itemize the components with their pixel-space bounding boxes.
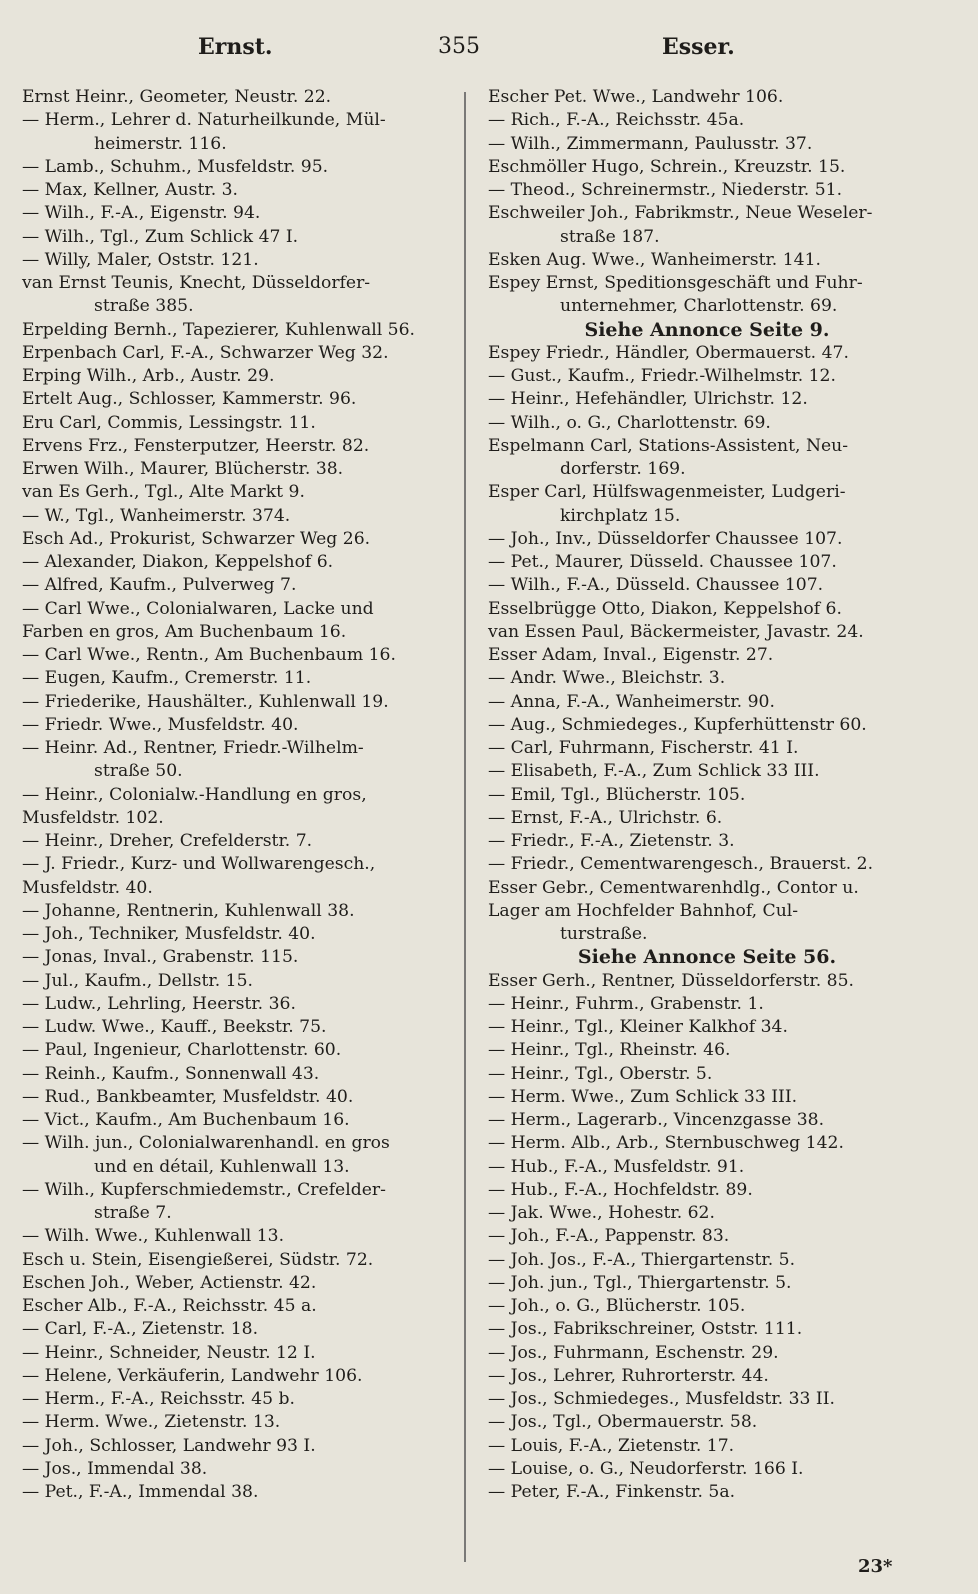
directory-entry: — Heinr., Colonialw.-Handlung en gros,	[22, 784, 367, 805]
directory-entry: Esken Aug. Wwe., Wanheimerstr. 141.	[488, 249, 821, 270]
directory-entry: — Paul, Ingenieur, Charlottenstr. 60.	[22, 1040, 342, 1061]
directory-entry: — Carl Wwe., Rentn., Am Buchenbaum 16.	[22, 645, 396, 665]
directory-entry: — Friedr., Cementwarengesch., Brauerst. 2.	[488, 854, 874, 875]
directory-entry: Espelmann Carl, Stations-Assistent, Neu-	[488, 435, 849, 456]
directory-entry: — Wilh., Zimmermann, Paulusstr. 37.	[488, 133, 813, 154]
entry-continuation: straße 187.	[560, 226, 660, 247]
directory-entry: — Andr. Wwe., Bleichstr. 3.	[488, 668, 726, 689]
directory-entry: — Wilh. jun., Colonialwarenhandl. en gros	[22, 1133, 390, 1154]
directory-entry: Esch u. Stein, Eisengießerei, Südstr. 72.	[22, 1249, 374, 1270]
directory-entry: Espey Ernst, Speditionsgeschäft und Fuhr-	[488, 273, 863, 293]
running-head-left: Ernst.	[198, 34, 273, 60]
directory-entry: — Louis, F.-A., Zietenstr. 17.	[488, 1435, 735, 1456]
directory-entry: Esselbrügge Otto, Diakon, Keppelshof 6.	[488, 598, 842, 619]
directory-entry: — Jos., Immendal 38.	[22, 1458, 208, 1479]
directory-entry: — Heinr., Tgl., Kleiner Kalkhof 34.	[488, 1017, 788, 1037]
entry-continuation: dorferstr. 169.	[560, 459, 686, 479]
directory-entry: — Louise, o. G., Neudorferstr. 166 I.	[488, 1458, 804, 1479]
entry-continuation: straße 50.	[94, 761, 183, 782]
directory-entry: Esper Carl, Hülfswagenmeister, Ludgeri-	[488, 482, 846, 503]
directory-entry: — Heinr., Fuhrm., Grabenstr. 1.	[488, 993, 764, 1014]
directory-entry: Eru Carl, Commis, Lessingstr. 11.	[22, 412, 316, 433]
directory-entry: — Joh., Schlosser, Landwehr 93 I.	[22, 1435, 316, 1456]
directory-entry: Ervens Frz., Fensterputzer, Heerstr. 82.	[22, 435, 370, 456]
annonce-reference: Siehe Annonce Seite 9.	[584, 318, 830, 341]
directory-entry: — Wilh., Kupferschmiedemstr., Crefelder-	[22, 1179, 386, 1200]
directory-entry: — Jos., Fuhrmann, Eschenstr. 29.	[488, 1342, 779, 1363]
directory-entry: — Helene, Verkäuferin, Landwehr 106.	[22, 1365, 363, 1386]
directory-entry: — Hub., F.-A., Hochfeldstr. 89.	[488, 1179, 753, 1200]
directory-entry: — Joh., F.-A., Pappenstr. 83.	[488, 1226, 730, 1247]
directory-entry: Erping Wilh., Arb., Austr. 29.	[22, 366, 275, 386]
directory-entry: — Eugen, Kaufm., Cremerstr. 11.	[22, 668, 312, 689]
directory-entry: — Wilh., o. G., Charlottenstr. 69.	[488, 412, 771, 433]
directory-entry: — Alexander, Diakon, Keppelshof 6.	[22, 552, 334, 572]
directory-entry: — Herm. Wwe., Zietenstr. 13.	[22, 1412, 281, 1433]
directory-entry: Esser Gerh., Rentner, Düsseldorferstr. 85.	[488, 970, 854, 991]
right-column	[488, 86, 926, 1504]
directory-entry: Musfeldstr. 102.	[22, 807, 164, 828]
running-head-right: Esser.	[662, 34, 735, 60]
directory-entry: Erpenbach Carl, F.-A., Schwarzer Weg 32.	[22, 342, 389, 363]
directory-entry: — Wilh., F.-A., Düsseld. Chaussee 107.	[488, 575, 824, 596]
entry-continuation: unternehmer, Charlottenstr. 69.	[560, 296, 838, 317]
directory-entry: — Herm. Wwe., Zum Schlick 33 III.	[488, 1086, 798, 1107]
directory-entry: — Jak. Wwe., Hohestr. 62.	[488, 1203, 715, 1223]
directory-entry: — Heinr., Tgl., Rheinstr. 46.	[488, 1040, 731, 1061]
directory-entry: Eschweiler Joh., Fabrikmstr., Neue Weseler-	[488, 203, 873, 224]
directory-entry: — Herm., Lehrer d. Naturheilkunde, Mül-	[22, 110, 386, 131]
directory-entry: — Heinr., Dreher, Crefelderstr. 7.	[22, 831, 313, 851]
directory-entry: — J. Friedr., Kurz- und Wollwarengesch.,	[22, 854, 376, 875]
directory-entry: — Herm. Alb., Arb., Sternbuschweg 142.	[488, 1133, 844, 1154]
directory-entry: — Jul., Kaufm., Dellstr. 15.	[22, 970, 253, 991]
directory-entry: — Carl, F.-A., Zietenstr. 18.	[22, 1319, 259, 1340]
directory-entry: — Jos., Schmiedeges., Musfeldstr. 33 II.	[488, 1389, 835, 1409]
signature-mark: 23*	[858, 1556, 893, 1577]
entry-continuation: heimerstr. 116.	[94, 133, 227, 154]
directory-entry: — Joh. jun., Tgl., Thiergartenstr. 5.	[488, 1272, 792, 1293]
entry-continuation: straße 385.	[94, 296, 194, 317]
directory-entry: — Jonas, Inval., Grabenstr. 115.	[22, 947, 299, 968]
directory-entry: — Elisabeth, F.-A., Zum Schlick 33 III.	[488, 761, 820, 782]
directory-entry: — Anna, F.-A., Wanheimerstr. 90.	[488, 691, 775, 712]
directory-entry: — Friedr. Wwe., Musfeldstr. 40.	[22, 714, 299, 735]
directory-entry: Eschen Joh., Weber, Actienstr. 42.	[22, 1272, 317, 1293]
directory-entry: — Max, Kellner, Austr. 3.	[22, 180, 239, 200]
directory-entry: — Heinr. Ad., Rentner, Friedr.-Wilhelm-	[22, 738, 364, 758]
directory-entry: — W., Tgl., Wanheimerstr. 374.	[22, 505, 291, 526]
directory-entry: — Alfred, Kaufm., Pulverweg 7.	[22, 575, 297, 596]
directory-entry: — Jos., Tgl., Obermauerstr. 58.	[488, 1412, 758, 1433]
directory-entry: Ertelt Aug., Schlosser, Kammerstr. 96.	[22, 389, 357, 410]
page-number: 355	[438, 34, 480, 59]
directory-entry: — Jos., Fabrikschreiner, Oststr. 111.	[488, 1319, 803, 1340]
directory-entry: — Rud., Bankbeamter, Musfeldstr. 40.	[22, 1086, 354, 1107]
directory-entry: — Peter, F.-A., Finkenstr. 5a.	[488, 1482, 736, 1502]
directory-entry: Esch Ad., Prokurist, Schwarzer Weg 26.	[22, 528, 371, 549]
directory-entry: Farben en gros, Am Buchenbaum 16.	[22, 621, 347, 642]
directory-entry: Esser Adam, Inval., Eigenstr. 27.	[488, 645, 774, 665]
directory-entry: Musfeldstr. 40.	[22, 877, 153, 898]
directory-entry: Ernst Heinr., Geometer, Neustr. 22.	[22, 87, 332, 107]
directory-entry: — Heinr., Schneider, Neustr. 12 I.	[22, 1342, 316, 1363]
directory-entry: — Herm., F.-A., Reichsstr. 45 b.	[22, 1389, 295, 1409]
entry-continuation: und en détail, Kuhlenwall 13.	[94, 1156, 350, 1177]
directory-entry: — Ludw. Wwe., Kauff., Beekstr. 75.	[22, 1017, 327, 1037]
directory-entry: — Carl, Fuhrmann, Fischerstr. 41 I.	[488, 738, 799, 758]
directory-entry: — Joh. Jos., F.-A., Thiergartenstr. 5.	[488, 1249, 796, 1270]
directory-entry: Eschmöller Hugo, Schrein., Kreuzstr. 15.	[488, 156, 846, 177]
directory-entry: van Es Gerh., Tgl., Alte Markt 9.	[22, 482, 305, 503]
directory-entry: Erwen Wilh., Maurer, Blücherstr. 38.	[22, 459, 344, 479]
directory-entry: — Johanne, Rentnerin, Kuhlenwall 38.	[22, 900, 355, 921]
directory-entry: — Jos., Lehrer, Ruhrorterstr. 44.	[488, 1365, 769, 1386]
directory-entry: — Willy, Maler, Oststr. 121.	[22, 249, 259, 270]
directory-entry: — Friedr., F.-A., Zietenstr. 3.	[488, 831, 735, 851]
directory-entry: — Gust., Kaufm., Friedr.-Wilhelmstr. 12.	[488, 366, 836, 386]
directory-entry: — Ludw., Lehrling, Heerstr. 36.	[22, 993, 296, 1014]
directory-entry: — Wilh., Tgl., Zum Schlick 47 I.	[22, 226, 299, 247]
directory-entry: — Emil, Tgl., Blücherstr. 105.	[488, 784, 746, 805]
directory-entry: Lager am Hochfelder Bahnhof, Cul-	[488, 900, 799, 921]
directory-entry: van Ernst Teunis, Knecht, Düsseldorfer-	[22, 273, 371, 293]
directory-entry: — Hub., F.-A., Musfeldstr. 91.	[488, 1156, 745, 1177]
directory-entry: — Friederike, Haushälter., Kuhlenwall 19.	[22, 691, 389, 712]
directory-entry: — Joh., Inv., Düsseldorfer Chaussee 107.	[488, 528, 843, 549]
directory-entry: — Ernst, F.-A., Ulrichstr. 6.	[488, 807, 723, 828]
annonce-reference: Siehe Annonce Seite 56.	[577, 946, 837, 969]
directory-entry: Escher Alb., F.-A., Reichsstr. 45 a.	[22, 1296, 317, 1316]
directory-entry: — Wilh., F.-A., Eigenstr. 94.	[22, 203, 261, 224]
directory-entry: — Herm., Lagerarb., Vincenzgasse 38.	[488, 1110, 825, 1130]
directory-entry: — Heinr., Hefehändler, Ulrichstr. 12.	[488, 389, 808, 410]
entry-continuation: turstraße.	[560, 924, 648, 944]
column-divider	[464, 92, 466, 1562]
directory-entry: — Heinr., Tgl., Oberstr. 5.	[488, 1063, 713, 1084]
left-column	[22, 86, 452, 1504]
directory-entry: — Joh., o. G., Blücherstr. 105.	[488, 1296, 746, 1316]
directory-entry: — Pet., F.-A., Immendal 38.	[22, 1482, 259, 1502]
directory-entry: Escher Pet. Wwe., Landwehr 106.	[488, 87, 784, 107]
entry-continuation: kirchplatz 15.	[560, 505, 681, 526]
directory-entry: — Aug., Schmiedeges., Kupferhüttenstr 60.	[488, 714, 867, 735]
directory-entry: — Pet., Maurer, Düsseld. Chaussee 107.	[488, 552, 837, 572]
directory-entry: — Theod., Schreinermstr., Niederstr. 51.	[488, 180, 843, 200]
directory-entry: — Vict., Kaufm., Am Buchenbaum 16.	[22, 1110, 350, 1130]
directory-entry: — Lamb., Schuhm., Musfeldstr. 95.	[22, 156, 329, 177]
entry-continuation: straße 7.	[94, 1203, 172, 1223]
directory-entry: — Carl Wwe., Colonialwaren, Lacke und	[22, 598, 374, 619]
directory-entry: — Joh., Techniker, Musfeldstr. 40.	[22, 924, 316, 944]
directory-entry: — Reinh., Kaufm., Sonnenwall 43.	[22, 1063, 320, 1084]
directory-entry: Erpelding Bernh., Tapezierer, Kuhlenwall 56.	[22, 319, 416, 340]
directory-entry: Espey Friedr., Händler, Obermauerst. 47.	[488, 342, 849, 363]
directory-entry: van Essen Paul, Bäckermeister, Javastr. 24.	[488, 621, 864, 642]
directory-entry: — Wilh. Wwe., Kuhlenwall 13.	[22, 1226, 285, 1247]
directory-entry: — Rich., F.-A., Reichsstr. 45a.	[488, 110, 745, 131]
directory-entry: Esser Gebr., Cementwarenhdlg., Contor u.	[488, 877, 859, 898]
